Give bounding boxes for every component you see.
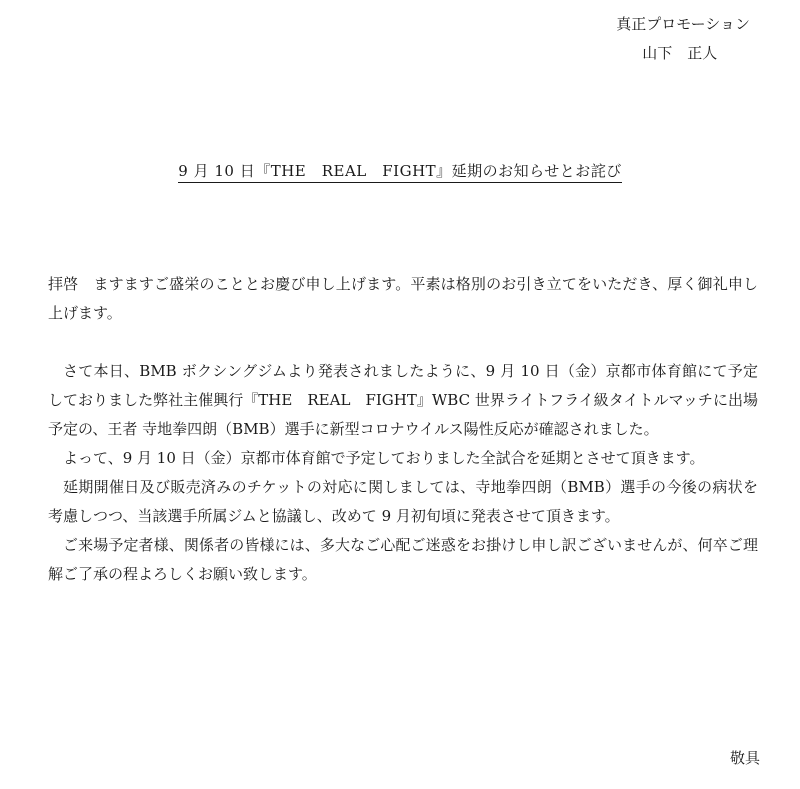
document-body: [48, 270, 758, 589]
greeting-paragraph: 拝啓 ますますご盛栄のこととお慶び申し上げます。平素は格別のお引き立てをいただき、厚く御礼申し上げます。: [48, 275, 758, 322]
schedule-paragraph: 延期開催日及び販売済みのチケットの対応に関しましては、寺地拳四朗（BMB）選手の今後の病状を考慮しつつ、当該選手所属ジムと協議し、改めて 9 月初旬頃に発表させて頂きます。: [48, 478, 758, 525]
document-title-text: 9 月 10 日『THE REAL FIGHT』延期のお知らせとお詫び: [178, 162, 621, 183]
document-title: [0, 160, 800, 181]
sender-block: [616, 10, 750, 68]
postponement-paragraph: よって、9 月 10 日（金）京都市体育館で予定しておりました全試合を延期とさせて頂きます。: [63, 449, 705, 467]
closing-word: 敬具: [729, 749, 760, 767]
apology-paragraph: ご来場予定者様、関係者の皆様には、多大なご心配ご迷惑をお掛けし申し訳ございませんが、何卒ご理解ご了承の程よろしくお願い致します。: [48, 536, 758, 583]
announcement-paragraph: さて本日、BMB ボクシングジムより発表されましたように、9 月 10 日（金）京都市体育館にて予定しておりました弊社主催興行『THE REAL FIGHT』WBC 世界ライトフライ級タイトルマッチに出場予定の、王者 寺地拳四朗（BMB）選手に新型コロナウイルス陽性反応が確認されました。: [48, 362, 758, 438]
sender-person: 山下 正人: [642, 44, 718, 62]
sender-organization: 真正プロモーション: [616, 15, 750, 33]
